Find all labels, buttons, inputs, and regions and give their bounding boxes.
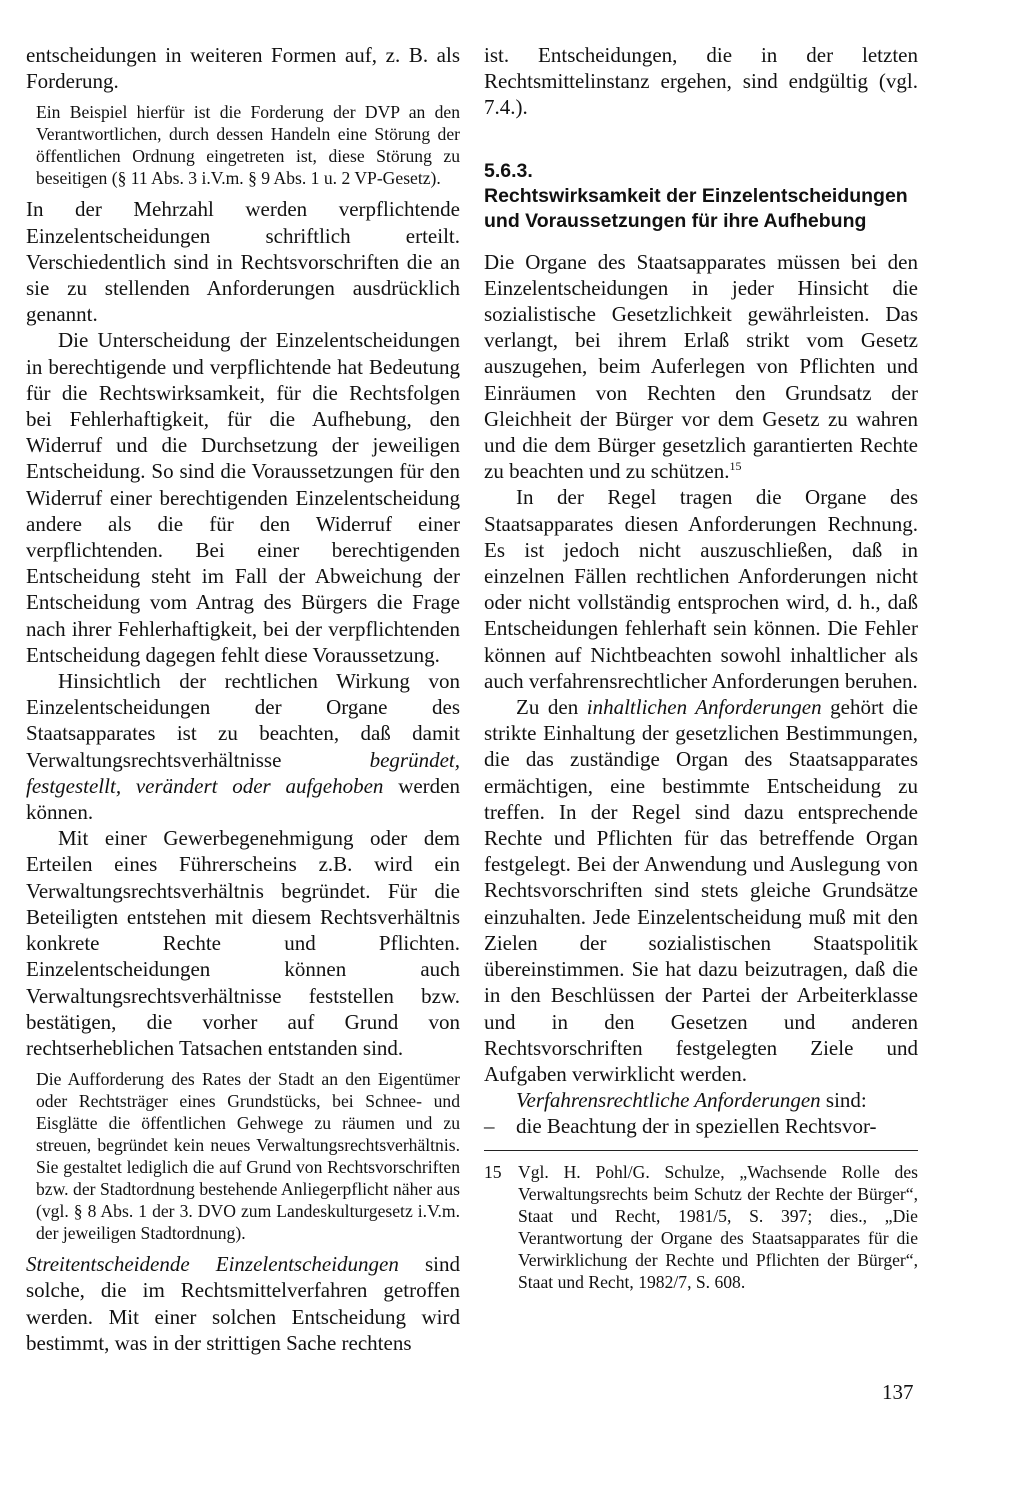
emphasis-text: Streitentscheidende Einzelentscheidungen [26,1252,399,1277]
footnote-divider [484,1150,918,1151]
paragraph-rechtliche-wirkung [26,668,460,825]
footnote-number: 15 [484,1162,502,1183]
paragraph-verfahrensrechtliche [484,1087,918,1113]
emphasis-text: inhaltlichen Anforderungen [586,695,822,720]
paragraph-inhaltliche-anforderungen [484,694,918,1087]
text-segment: sind solche, die im Rechtsmittelverfahren getroffen werden. Mit einer solchen Entscheidung wird bestimmt, was in der strittigen Sache rechtens [26,1252,460,1355]
example-aufforderung: Die Aufforderung des Rates der Stadt an den Eigentümer oder Rechtsträger eines Grundstücks, bei Schnee- und Eisglätte die öffentlichen Gehwege zu räumen und zu streuen, begründet kein neues Verwaltungsrechtsverhältnis. Sie gestaltet lediglich die auf Grund von Rechtsvorschriften bzw. der Stadtordnung bestehende Anliegerpflicht näher aus (vgl. § 8 Abs. 1 der 3. DVO zum Landeskulturgesetz i.V.m. der jeweiligen Stadtordnung). [36,1069,460,1244]
footnote [484,1161,918,1293]
paragraph-organe [484,249,918,485]
footnote-reference: 15 [729,459,742,474]
paragraph-continuation-right: ist. Entscheidungen, die in der letzten Rechtsmittelinstanz ergehen, sind endgültig (vgl. 7.4.). [484,43,918,120]
emphasis-text: begründet, festgestellt, verändert oder aufgehoben [26,747,460,798]
footnote-text: Vgl. H. Pohl/G. Schulze, „Wachsende Rolle des Verwaltungsrechts beim Schutz der Rechte der Bürger“, Staat und Recht, 1981/5, S. 397; dies., „Die Verantwortung der Organe des Staatsapparates für die Verwirklichung der Rechte und Pflichten der Bürger“, Staat und Recht, 1982/7, S. 608. [518,1162,918,1293]
text-segment: gehört die strikte Einhaltung der gesetzlichen Bestimmungen, die das zuständige Organ des Staatsapparates ermächtigen, eine bestimmte Entscheidung zu treffen. In der Regel sind dazu entsprechende Rechte und Pflichten für das betreffende Organ festgelegt. Bei der Anwendung und Auslegung von Rechtsvorschriften sind stets gleiche Grundsätze einzuhalten. Jede Einzelentscheidung muß mit den Zielen der sozialistischen Staatspolitik übereinstimmen. Sie hat dazu beizutragen, daß die in den Beschlüssen der Partei der Arbeiterklasse und in den Gesetzen und anderen Rechtsvorschriften festgelegten Ziele und Aufgaben verwirklicht werden. [484,695,919,1086]
text-segment: Hinsichtlich der rechtlichen Wirkung von Einzelentscheidungen der Organe des Staatsapparates ist zu beachten, daß damit Verwaltungsrechtsverhältnisse [26,669,460,772]
text-segment: Zu den [516,695,587,720]
paragraph-continuation: entscheidungen in weiteren Formen auf, z. B. als Forderung. [26,43,460,94]
paragraph-gewerbegenehmigung: Mit einer Gewerbegenehmigung oder dem Erteilen eines Führerscheins z.B. wird ein Verwaltungsrechtsverhältnis begründet. Für die Beteiligten entstehen mit diesem Rechtsverhältnis konkrete Rechte und Pflichten. Einzelentscheidungen können auch Verwaltungsrechtsverhältnisse feststellen bzw. bestätigen, die vorher auf Grund von rechtserheblichen Tatsachen entstanden sind. [26,826,460,1060]
paragraph-mehrzahl: In der Mehrzahl werden verpflichtende Einzelentscheidungen schriftlich erteilt. Verschiedentlich sind in Rechtsvorschriften die an sie zu stellenden Anforderungen ausdrücklich genannt. [26,197,460,327]
section-number: 5.6.3. [484,159,533,182]
list-item [484,1113,918,1139]
section-title: Rechtswirksamkeit der Einzelentscheidungen und Voraussetzungen für ihre Aufhebung [484,184,908,232]
list-item-text: die Beachtung der in speziellen Rechtsvor- [516,1114,877,1139]
text-segment: sind: [820,1088,867,1113]
dash-marker: – [484,1114,495,1139]
example-dvp: Ein Beispiel hierfür ist die Forderung der DVP an den Verantwortlichen, durch dessen Handeln eine Störung der öffentlichen Ordnung eingetreten ist, diese Störung zu beseitigen (§ 11 Abs. 3 i.V.m. § 9 Abs. 1 u. 2 VP-Gesetz). [36,102,460,189]
right-column [484,42,918,1293]
emphasis-text: Verfahrensrechtliche Anforderungen [516,1088,821,1113]
text-segment: werden können. [26,773,460,825]
left-column [26,42,460,1356]
page-number: 137 [882,1380,914,1404]
paragraph-streitentscheidende [26,1251,460,1356]
paragraph-unterscheidung: Die Unterscheidung der Einzelentscheidungen in berechtigende und verpflichtende hat Bedeutung für die Rechtswirksamkeit, für die Rechtsfolgen bei Fehlerhaftigkeit, für die Aufhebung, den Widerruf und die Durchsetzung der jeweiligen Entscheidung. So sind die Voraussetzungen für den Widerruf einer berechtigenden Einzelentscheidung andere als die für den Widerruf einer verpflichtenden. Bei einer berechtigenden Entscheidung steht im Fall der Abweichung der Entscheidung vom Antrag des Bürgers die Frage nach ihrer Fehlerhaftigkeit, bei der verpflichtenden Entscheidung dagegen fehlt diese Voraussetzung. [26,328,460,667]
text-segment: Die Organe des Staatsapparates müssen bei den Einzelentscheidungen in jeder Hinsicht die sozialistische Gesetzlichkeit gewährleisten. Das verlangt, bei ihrem Erlaß strikt vom Gesetz auszugehen, beim Auferlegen von Pflichten und Einräumen von Rechten den Grundsatz der Gleichheit der Bürger vor dem Gesetz zu wahren und die dem Bürger gesetzlich garantierten Rechte zu beachten und zu schützen. [484,249,918,484]
paragraph-in-der-regel: In der Regel tragen die Organe des Staatsapparates diesen Anforderungen Rechnung. Es ist jedoch nicht auszuschließen, daß in einzelnen Fällen rechtlichen Anforderungen nicht oder nicht vollständig entsprochen wird, d. h., daß Entscheidungen fehlerhaft sein können. Die Fehler können auf Nichtbeachten sowohl inhaltlicher als auch verfahrensrechtlicher Anforderungen beruhen. [484,485,918,693]
